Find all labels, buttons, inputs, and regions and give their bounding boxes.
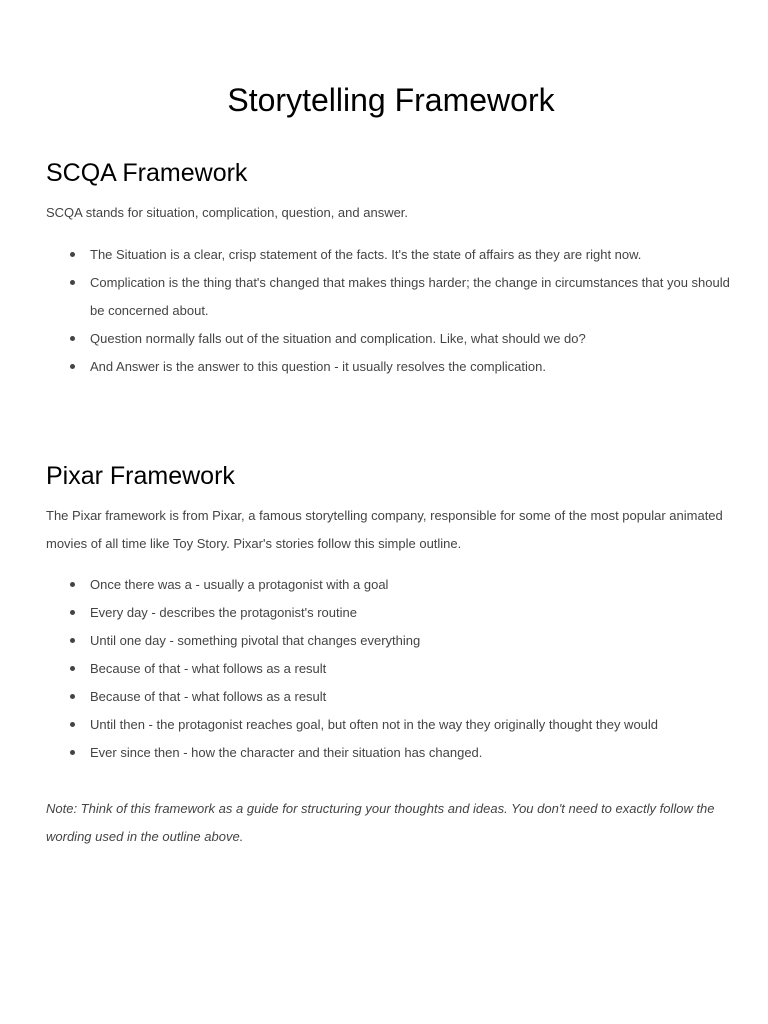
list-item: Ever since then - how the character and their situation has changed. — [46, 739, 736, 767]
list-item: Every day - describes the protagonist's routine — [46, 599, 736, 627]
pixar-intro: The Pixar framework is from Pixar, a famous storytelling company, responsible for some of the most popular animated movies of all time like Toy Story. Pixar's stories follow this simple outline. — [46, 508, 723, 551]
list-item: Until then - the protagonist reaches goal, but often not in the way they originally thought they would — [46, 711, 736, 739]
list-item: Question normally falls out of the situation and complication. Like, what should we do? — [46, 325, 736, 353]
list-item: Because of that - what follows as a result — [46, 655, 736, 683]
pixar-note: Note: Think of this framework as a guide for structuring your thoughts and ideas. You don't need to exactly follow the wording used in the outline above. — [46, 801, 715, 844]
pixar-heading: Pixar Framework — [46, 462, 235, 490]
scqa-list — [46, 241, 736, 381]
list-item: Complication is the thing that's changed that makes things harder; the change in circumstances that you should be concerned about. — [46, 269, 736, 325]
list-item: And Answer is the answer to this question - it usually resolves the complication. — [46, 353, 736, 381]
list-item: Because of that - what follows as a result — [46, 683, 736, 711]
list-item: The Situation is a clear, crisp statement of the facts. It's the state of affairs as they are right now. — [46, 241, 736, 269]
pixar-list — [46, 571, 736, 767]
list-item: Once there was a - usually a protagonist with a goal — [46, 571, 736, 599]
list-item: Until one day - something pivotal that changes everything — [46, 627, 736, 655]
scqa-heading: SCQA Framework — [46, 159, 248, 187]
scqa-intro: SCQA stands for situation, complication, question, and answer. — [46, 205, 409, 220]
document-title: Storytelling Framework — [227, 82, 555, 118]
